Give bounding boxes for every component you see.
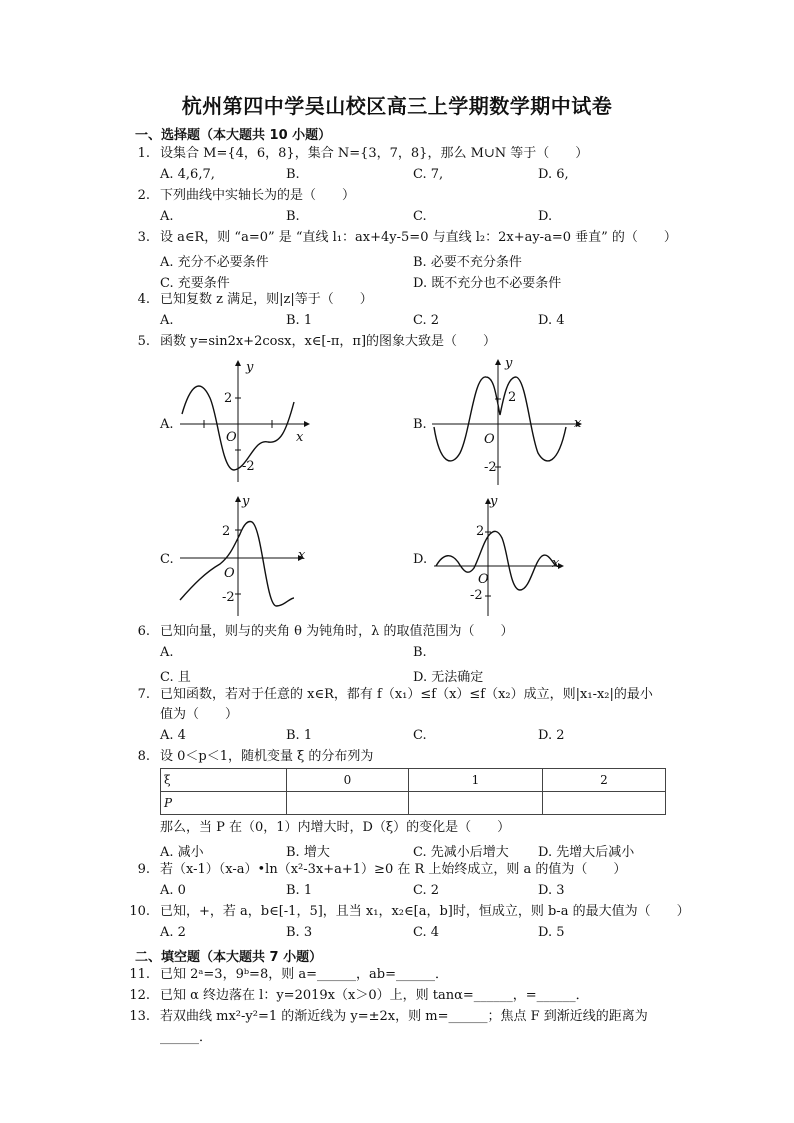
question-stem: 已知向量，则与的夹角 θ 为钝角时，λ 的取值范围为（ ）	[160, 624, 514, 639]
origin-label: O	[226, 430, 237, 445]
exam-title: 杭州第四中学吴山校区高三上学期数学期中试卷	[181, 94, 613, 118]
table-cell: ξ	[161, 769, 287, 792]
question-number: 8.	[137, 749, 150, 764]
option-a: A.	[160, 645, 174, 660]
option-d: D. 无法确定	[413, 670, 484, 685]
question-stem: 下列曲线中实轴长为的是（ ）	[160, 188, 356, 203]
option-c: C. 充要条件	[160, 276, 230, 291]
graph-d	[430, 496, 564, 618]
question-number: 6.	[137, 624, 150, 639]
graph-label-b: B.	[413, 417, 427, 432]
section-heading-fill: 二、填空题（本大题共 7 小题）	[135, 950, 323, 965]
question-stem: 设 0＜p＜1，随机变量 ξ 的分布列为	[160, 749, 374, 764]
option-d: D. 4	[538, 313, 565, 328]
origin-label: O	[478, 572, 489, 587]
question-stem: 已知 2ᵃ=3，9ᵇ=8，则 a=______，ab=______．	[160, 967, 448, 982]
question-stem-continued: 那么，当 P 在（0，1）内增大时，D（ξ）的变化是（ ）	[160, 820, 511, 835]
question-stem: 已知，+，若 a，b∈[-1，5]，且当 x₁，x₂∈[a，b]时，恒成立，则 b-a 的最大值为（ ）	[160, 904, 690, 919]
question-stem: 若（x-1）（x-a）•ln（x²-3x+a+1）≥0 在 R 上始终成立，则 a 的值为（ ）	[160, 862, 627, 877]
option-c: C. 2	[413, 883, 440, 898]
x-axis-label: x	[574, 416, 582, 431]
question-number: 5.	[137, 334, 150, 349]
graph-label-d: D.	[413, 552, 428, 567]
question-stem: 函数 y=sin2x+2cosx，x∈[-π，π]的图象大致是（ ）	[160, 334, 497, 349]
question-stem: 设集合 M={4，6，8}，集合 N={3，7，8}，那么 M∪N 等于（ ）	[160, 146, 589, 161]
graph-b	[430, 355, 582, 487]
question-number: 12.	[129, 988, 150, 1003]
option-b: B. 增大	[286, 845, 330, 860]
table-cell	[287, 792, 409, 815]
option-a: A. 充分不必要条件	[160, 255, 269, 270]
option-b: B.	[286, 209, 300, 224]
section-heading-choice: 一、选择题（本大题共 10 小题）	[135, 128, 332, 143]
table-cell: 1	[409, 769, 543, 792]
question-stem: 已知函数，若对于任意的 x∈R，都有 f（x₁）≤f（x）≤f（x₂）成立，则|x₁-x₂|的最小	[160, 687, 653, 702]
option-c: C.	[413, 209, 427, 224]
y-axis-label: y	[246, 360, 254, 375]
question-stem-continued: ______．	[160, 1030, 213, 1045]
option-d: D. 先增大后减小	[538, 845, 635, 860]
option-c: C. 先减小后增大	[413, 845, 509, 860]
question-number: 7.	[137, 687, 150, 702]
x-axis-label: x	[296, 430, 304, 445]
tick-label: 2	[224, 391, 233, 406]
table-cell: 0	[287, 769, 409, 792]
option-b: B.	[413, 645, 427, 660]
option-d: D. 5	[538, 925, 565, 940]
table-cell	[543, 792, 666, 815]
option-d: D. 6,	[538, 167, 569, 182]
option-a: A.	[160, 209, 174, 224]
graph-label-a: A.	[160, 417, 174, 432]
y-axis-label: y	[490, 494, 498, 509]
option-c: C. 且	[160, 670, 191, 685]
tick-label: 2	[476, 524, 485, 539]
option-d: D.	[538, 209, 553, 224]
table-cell	[409, 792, 543, 815]
option-c: C. 4	[413, 925, 440, 940]
question-stem: 已知复数 z 满足，则|z|等于（ ）	[160, 292, 373, 307]
option-b: B. 1	[286, 728, 313, 743]
y-axis-label: y	[242, 494, 250, 509]
tick-label: -2	[222, 590, 235, 605]
option-b: B. 3	[286, 925, 313, 940]
tick-label: 2	[508, 390, 517, 405]
option-a: A. 0	[160, 883, 186, 898]
y-axis-label: y	[505, 356, 513, 371]
table-cell: P	[161, 792, 287, 815]
question-stem-continued: 值为（ ）	[160, 707, 239, 722]
question-number: 3.	[137, 230, 150, 245]
option-d: D. 既不充分也不必要条件	[413, 276, 562, 291]
option-a: A. 4	[160, 728, 186, 743]
question-number: 11.	[129, 967, 150, 982]
graph-label-c: C.	[160, 552, 174, 567]
option-a: A.	[160, 313, 174, 328]
question-stem: 若双曲线 mx²-y²=1 的渐近线为 y=±2x，则 m=______；焦点 F 到渐近线的距离为	[160, 1009, 648, 1024]
origin-label: O	[484, 432, 495, 447]
tick-label: -2	[242, 459, 255, 474]
option-b: B. 1	[286, 313, 313, 328]
graph-c	[176, 494, 306, 618]
distribution-table	[160, 768, 666, 815]
option-c: C. 2	[413, 313, 440, 328]
option-b: B. 必要不充分条件	[413, 255, 522, 270]
option-c: C. 7,	[413, 167, 444, 182]
option-b: B. 1	[286, 883, 313, 898]
x-axis-label: x	[552, 556, 560, 571]
table-row	[161, 792, 666, 815]
origin-label: O	[224, 566, 235, 581]
question-stem: 设 a∈R，则 “a=0” 是 “直线 l₁：ax+4y-5=0 与直线 l₂：2x+ay-a=0 垂直” 的（ ）	[160, 230, 677, 245]
question-number: 13.	[129, 1009, 150, 1024]
option-c: C.	[413, 728, 427, 743]
x-axis-label: x	[298, 548, 306, 563]
option-a: A. 减小	[160, 845, 204, 860]
question-number: 2.	[137, 188, 150, 203]
option-d: D. 2	[538, 728, 565, 743]
tick-label: -2	[470, 588, 483, 603]
table-cell: 2	[543, 769, 666, 792]
question-number: 1.	[137, 146, 150, 161]
question-number: 9.	[137, 862, 150, 877]
table-row	[161, 769, 666, 792]
tick-label: -2	[484, 460, 497, 475]
option-a: A. 4,6,7,	[160, 167, 215, 182]
question-number: 4.	[137, 292, 150, 307]
question-number: 10.	[129, 904, 150, 919]
question-stem: 已知 α 终边落在 l：y=2019x（x＞0）上，则 tanα=______，=______．	[160, 988, 589, 1003]
option-b: B.	[286, 167, 300, 182]
tick-label: 2	[222, 524, 231, 539]
option-a: A. 2	[160, 925, 186, 940]
option-d: D. 3	[538, 883, 565, 898]
